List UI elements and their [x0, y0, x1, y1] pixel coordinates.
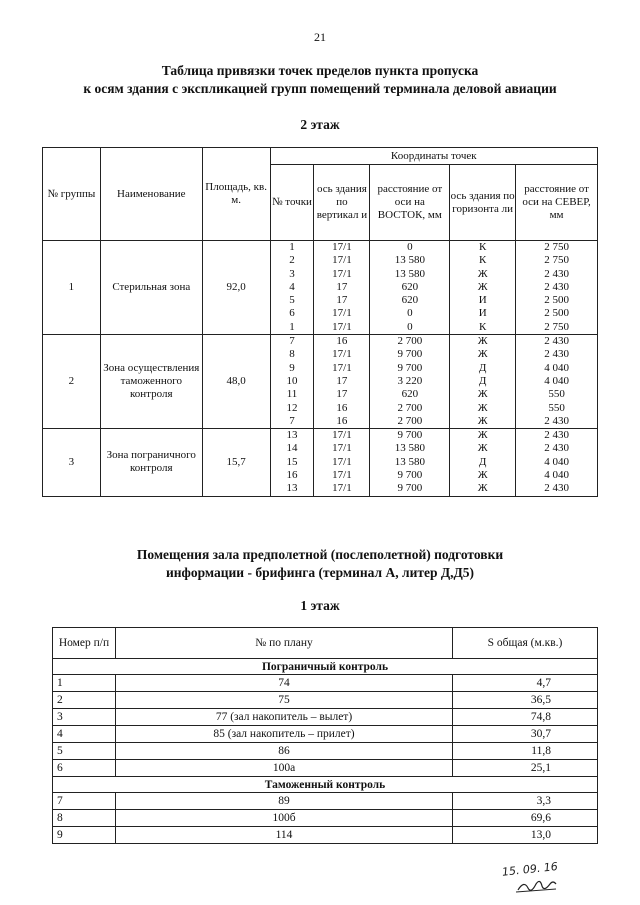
distance-east: 0: [370, 241, 450, 255]
vertical-axis: 17/1: [314, 429, 370, 443]
vertical-axis: 17: [314, 388, 370, 401]
point-no: 15: [270, 456, 314, 469]
group-name: Зона пограничного контроля: [100, 429, 202, 496]
room-row: [53, 675, 598, 692]
room-area: 3,3: [453, 793, 598, 810]
section-row: [53, 659, 598, 675]
distance-north: 2 430: [516, 442, 598, 455]
table2-floor-label: 1 этаж: [300, 598, 340, 613]
vertical-axis: 17/1: [314, 456, 370, 469]
distance-east: 2 700: [370, 402, 450, 415]
horizontal-axis: Ж: [450, 402, 516, 415]
point-no: 2: [270, 254, 314, 267]
distance-east: 9 700: [370, 482, 450, 496]
horizontal-axis: Ж: [450, 268, 516, 281]
horizontal-axis: К: [450, 241, 516, 255]
point-no: 1: [270, 241, 314, 255]
distance-north: 2 750: [516, 254, 598, 267]
section-title: Таможенный контроль: [53, 777, 598, 793]
distance-north: 2 430: [516, 268, 598, 281]
distance-east: 620: [370, 388, 450, 401]
room-area: 13,0: [453, 827, 598, 844]
room-plan-no: 100а: [116, 760, 453, 777]
group-name: Зона осуществления таможенного контроля: [100, 335, 202, 429]
room-area: 74,8: [453, 709, 598, 726]
group-no: 1: [43, 241, 101, 335]
vertical-axis: 17: [314, 294, 370, 307]
vertical-axis: 17/1: [314, 469, 370, 482]
header-horizontal-axis: ось здания по горизонта ли: [450, 165, 516, 241]
distance-east: 620: [370, 294, 450, 307]
distance-north: 2 500: [516, 307, 598, 320]
point-row: [43, 241, 598, 255]
table2-title: [0, 546, 640, 582]
header-name: Наименование: [100, 148, 202, 241]
rooms-table-body: [53, 628, 598, 844]
distance-east: 13 580: [370, 456, 450, 469]
distance-east: 9 700: [370, 348, 450, 361]
distance-east: 9 700: [370, 429, 450, 443]
room-plan-no: 89: [116, 793, 453, 810]
header-num: Номер п/п: [53, 628, 116, 659]
room-area: 30,7: [453, 726, 598, 743]
horizontal-axis: Ж: [450, 335, 516, 349]
points-table-body: [43, 241, 598, 497]
horizontal-axis: Ж: [450, 415, 516, 429]
distance-north: 4 040: [516, 469, 598, 482]
point-no: 12: [270, 402, 314, 415]
horizontal-axis: Ж: [450, 281, 516, 294]
header-group-no: № группы: [43, 148, 101, 241]
room-area: 4,7: [453, 675, 598, 692]
vertical-axis: 17/1: [314, 254, 370, 267]
header-s-total: S общая (м.кв.): [453, 628, 598, 659]
vertical-axis: 17/1: [314, 362, 370, 375]
signature-icon: [498, 858, 578, 898]
distance-east: 2 700: [370, 335, 450, 349]
point-no: 1: [270, 321, 314, 335]
horizontal-axis: Ж: [450, 429, 516, 443]
vertical-axis: 17/1: [314, 321, 370, 335]
horizontal-axis: Д: [450, 456, 516, 469]
vertical-axis: 17/1: [314, 442, 370, 455]
distance-east: 13 580: [370, 254, 450, 267]
room-row: [53, 810, 598, 827]
distance-east: 13 580: [370, 268, 450, 281]
section-row: [53, 777, 598, 793]
room-area: 25,1: [453, 760, 598, 777]
point-no: 4: [270, 281, 314, 294]
point-no: 5: [270, 294, 314, 307]
table2-title-line: информации - брифинга (терминал А, литер Д,Д5): [165, 565, 475, 580]
room-num: 8: [53, 810, 116, 827]
room-row: [53, 827, 598, 844]
room-plan-no: 85 (зал накопитель – прилет): [116, 726, 453, 743]
room-num: 2: [53, 692, 116, 709]
table1-title: [0, 62, 640, 98]
point-row: [43, 429, 598, 443]
vertical-axis: 16: [314, 402, 370, 415]
point-no: 9: [270, 362, 314, 375]
vertical-axis: 17/1: [314, 268, 370, 281]
point-no: 7: [270, 335, 314, 349]
table1-title-line: Таблица привязки точек пределов пункта пропуска: [161, 63, 479, 78]
distance-north: 2 430: [516, 348, 598, 361]
distance-east: 9 700: [370, 362, 450, 375]
group-area: 15,7: [202, 429, 270, 496]
distance-north: 4 040: [516, 362, 598, 375]
distance-north: 2 500: [516, 294, 598, 307]
group-no: 2: [43, 335, 101, 429]
room-row: [53, 692, 598, 709]
group-no: 3: [43, 429, 101, 496]
point-no: 16: [270, 469, 314, 482]
vertical-axis: 17/1: [314, 482, 370, 496]
horizontal-axis: К: [450, 321, 516, 335]
point-no: 7: [270, 415, 314, 429]
distance-north: 2 750: [516, 321, 598, 335]
room-row: [53, 726, 598, 743]
room-plan-no: 74: [116, 675, 453, 692]
point-no: 10: [270, 375, 314, 388]
point-no: 8: [270, 348, 314, 361]
table2-title-line: Помещения зала предполетной (послеполетной) подготовки: [136, 547, 504, 562]
point-no: 3: [270, 268, 314, 281]
point-no: 13: [270, 429, 314, 443]
room-num: 9: [53, 827, 116, 844]
vertical-axis: 16: [314, 415, 370, 429]
distance-east: 13 580: [370, 442, 450, 455]
signature-date: 15. 09. 16: [501, 859, 559, 879]
distance-north: 2 430: [516, 482, 598, 496]
rooms-table-header: [53, 628, 598, 659]
room-num: 6: [53, 760, 116, 777]
distance-east: 2 700: [370, 415, 450, 429]
vertical-axis: 17/1: [314, 348, 370, 361]
distance-north: 2 430: [516, 335, 598, 349]
table1-floor-label: 2 этаж: [300, 117, 340, 132]
group-area: 92,0: [202, 241, 270, 335]
distance-north: 550: [516, 402, 598, 415]
room-num: 5: [53, 743, 116, 760]
horizontal-axis: Ж: [450, 482, 516, 496]
header-plan: № по плану: [116, 628, 453, 659]
room-num: 1: [53, 675, 116, 692]
distance-north: 550: [516, 388, 598, 401]
room-area: 11,8: [453, 743, 598, 760]
page-number: 21: [314, 30, 326, 44]
distance-north: 2 430: [516, 281, 598, 294]
room-area: 69,6: [453, 810, 598, 827]
room-num: 3: [53, 709, 116, 726]
horizontal-axis: Ж: [450, 348, 516, 361]
table1-title-line: к осям здания с экспликацией групп помещений терминала деловой авиации: [83, 81, 557, 96]
horizontal-axis: Ж: [450, 469, 516, 482]
horizontal-axis: К: [450, 254, 516, 267]
signature-stamp: [498, 858, 578, 903]
vertical-axis: 16: [314, 335, 370, 349]
distance-east: 0: [370, 321, 450, 335]
header-distance-north: расстояние от оси на СЕВЕР, мм: [516, 165, 598, 241]
distance-north: 4 040: [516, 375, 598, 388]
horizontal-axis: Д: [450, 362, 516, 375]
point-no: 14: [270, 442, 314, 455]
room-row: [53, 709, 598, 726]
distance-east: 3 220: [370, 375, 450, 388]
point-no: 11: [270, 388, 314, 401]
room-plan-no: 100б: [116, 810, 453, 827]
distance-north: 2 430: [516, 429, 598, 443]
room-row: [53, 743, 598, 760]
horizontal-axis: Ж: [450, 442, 516, 455]
distance-north: 2 430: [516, 415, 598, 429]
distance-north: 2 750: [516, 241, 598, 255]
room-plan-no: 114: [116, 827, 453, 844]
room-num: 7: [53, 793, 116, 810]
group-name: Стерильная зона: [100, 241, 202, 335]
distance-east: 0: [370, 307, 450, 320]
horizontal-axis: И: [450, 307, 516, 320]
distance-east: 620: [370, 281, 450, 294]
distance-east: 9 700: [370, 469, 450, 482]
vertical-axis: 17: [314, 281, 370, 294]
room-num: 4: [53, 726, 116, 743]
room-plan-no: 77 (зал накопитель – вылет): [116, 709, 453, 726]
header-distance-east: расстояние от оси на ВОСТОК, мм: [370, 165, 450, 241]
point-no: 6: [270, 307, 314, 320]
points-table: [42, 147, 598, 497]
room-row: [53, 793, 598, 810]
header-point-no: № точки: [270, 165, 314, 241]
room-plan-no: 86: [116, 743, 453, 760]
distance-north: 4 040: [516, 456, 598, 469]
rooms-table: [52, 627, 598, 844]
horizontal-axis: Ж: [450, 388, 516, 401]
vertical-axis: 17: [314, 375, 370, 388]
point-no: 13: [270, 482, 314, 496]
section-title: Пограничный контроль: [53, 659, 598, 675]
horizontal-axis: Д: [450, 375, 516, 388]
vertical-axis: 17/1: [314, 241, 370, 255]
room-plan-no: 75: [116, 692, 453, 709]
point-row: [43, 335, 598, 349]
header-vertical-axis: ось здания по вертикал и: [314, 165, 370, 241]
room-row: [53, 760, 598, 777]
header-area: Площадь, кв. м.: [202, 148, 270, 241]
room-area: 36,5: [453, 692, 598, 709]
header-coordinates: Координаты точек: [270, 148, 597, 165]
horizontal-axis: И: [450, 294, 516, 307]
vertical-axis: 17/1: [314, 307, 370, 320]
group-area: 48,0: [202, 335, 270, 429]
